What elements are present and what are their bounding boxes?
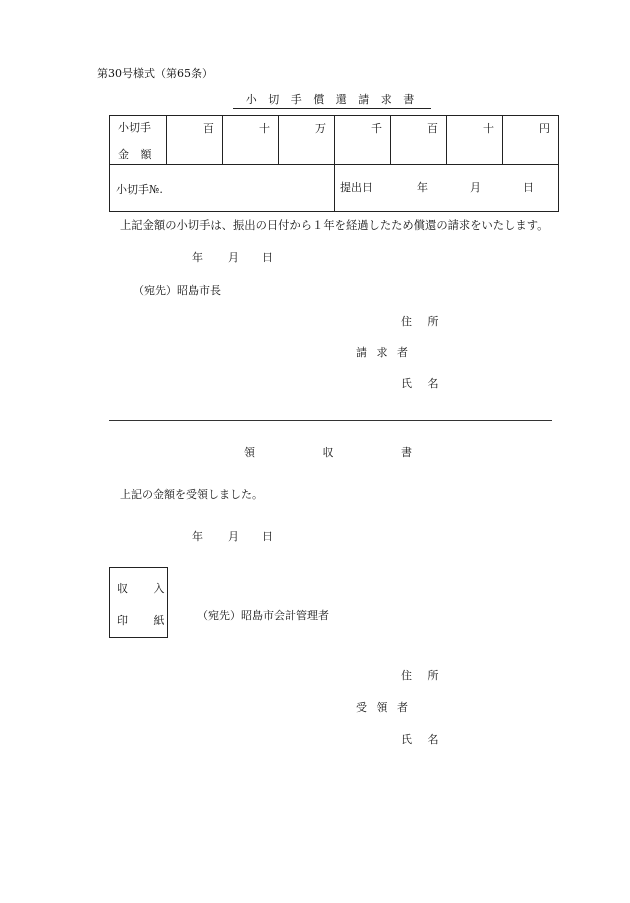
issue-day-label: 日 — [523, 181, 534, 194]
receipt-date-month: 月 — [228, 530, 239, 543]
section-divider — [109, 420, 552, 421]
request-date-day: 日 — [262, 251, 273, 264]
amount-label-line2: 金 額 — [118, 148, 156, 161]
amount-label-line1: 小切手 — [118, 121, 151, 134]
amount-digit-cell[interactable] — [391, 116, 447, 165]
amount-digit-cell[interactable] — [335, 116, 391, 165]
receipt-recipient: （宛先）昭島市会計管理者 — [197, 609, 329, 622]
amount-digit-cell[interactable] — [447, 116, 503, 165]
claimant-address-label: 住 所 — [401, 315, 445, 328]
claimant-role-label: 請 求 者 — [356, 346, 411, 359]
issue-month-label: 月 — [470, 181, 481, 194]
revenue-stamp-box[interactable] — [109, 567, 168, 638]
unit-label: 百 — [427, 122, 438, 135]
request-statement: 上記金額の小切手は、振出の日付から１年を経過したため償還の請求をいたします。 — [120, 219, 549, 232]
request-recipient: （宛先）昭島市長 — [133, 284, 221, 297]
amount-table — [109, 115, 559, 212]
claimant-name-label: 氏 名 — [401, 377, 445, 390]
amount-digit-cell[interactable] — [503, 116, 559, 165]
receiver-address-label: 住 所 — [401, 669, 445, 682]
request-date-month: 月 — [228, 251, 239, 264]
unit-label: 百 — [203, 122, 214, 135]
unit-label: 十 — [483, 122, 494, 135]
receipt-date-day: 日 — [262, 530, 273, 543]
unit-label: 千 — [371, 122, 382, 135]
unit-label: 万 — [315, 122, 326, 135]
stamp-label-line1: 収 入 — [117, 582, 165, 595]
receiver-role-label: 受 領 者 — [356, 701, 411, 714]
form-number: 第30号様式（第65条） — [97, 67, 213, 80]
issue-year-label: 年 — [417, 181, 428, 194]
amount-digit-cell[interactable] — [167, 116, 223, 165]
check-number-label: 小切手№. — [116, 183, 163, 196]
unit-label: 円 — [539, 122, 550, 135]
amount-digit-cell[interactable] — [279, 116, 335, 165]
issue-date-label: 提出日 — [340, 181, 373, 194]
check-number-cell[interactable] — [110, 165, 335, 212]
receiver-name-label: 氏 名 — [401, 733, 445, 746]
request-title: 小 切 手 償 還 請 求 書 — [233, 94, 431, 109]
unit-label: 十 — [259, 122, 270, 135]
request-date-year: 年 — [192, 251, 203, 264]
receipt-title: 領 収 書 — [244, 446, 412, 459]
amount-digit-cell[interactable] — [223, 116, 279, 165]
receipt-statement: 上記の金額を受領しました。 — [120, 488, 263, 501]
amount-label-cell — [110, 116, 167, 165]
issue-date-cell[interactable] — [335, 165, 559, 212]
stamp-label-line2: 印 紙 — [117, 614, 165, 627]
receipt-date-year: 年 — [192, 530, 203, 543]
